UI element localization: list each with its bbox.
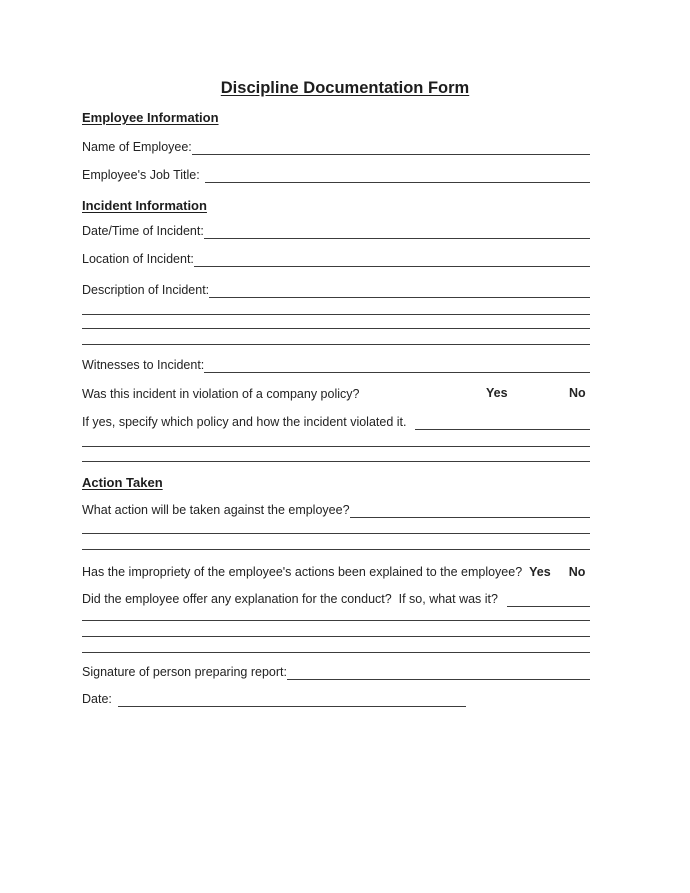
name-of-employee-label: Name of Employee:	[82, 140, 192, 154]
form-title: Discipline Documentation Form	[220, 79, 470, 97]
employee-information-heading: Employee Information	[82, 110, 219, 125]
datetime-of-incident-row	[82, 222, 590, 239]
witnesses-field[interactable]	[204, 358, 590, 373]
job-title-field[interactable]	[205, 168, 590, 183]
description-of-incident-row	[82, 281, 590, 298]
employee-explanation-question: Did the employee offer any explanation for the conduct? If so, what was it?	[82, 592, 498, 606]
description-of-incident-label: Description of Incident:	[82, 283, 210, 297]
job-title-label: Employee's Job Title:	[82, 168, 200, 182]
employee-explanation-row	[82, 590, 590, 607]
explanation-continuation-line[interactable]	[82, 620, 590, 621]
policy-specify-row	[82, 413, 590, 430]
action-continuation-line[interactable]	[82, 549, 590, 550]
name-of-employee-row	[82, 138, 590, 155]
datetime-of-incident-field[interactable]	[204, 224, 590, 239]
location-of-incident-label: Location of Incident:	[82, 252, 194, 266]
explained-no-option[interactable]: No	[568, 565, 586, 579]
datetime-of-incident-label: Date/Time of Incident:	[82, 224, 204, 238]
explanation-continuation-line[interactable]	[82, 636, 590, 637]
policy-specify-field[interactable]	[415, 415, 590, 430]
impropriety-explained-question: Has the impropriety of the employee's actions been explained to the employee?	[82, 565, 523, 579]
policy-yes-option[interactable]: Yes	[486, 386, 508, 400]
action-taken-heading: Action Taken	[82, 475, 163, 490]
signature-label: Signature of person preparing report:	[82, 665, 287, 679]
action-question-row	[82, 501, 590, 518]
location-of-incident-field[interactable]	[194, 252, 590, 267]
policy-violation-row	[82, 385, 590, 402]
witnesses-row	[82, 356, 590, 373]
action-question-field[interactable]	[350, 503, 590, 518]
description-continuation-line[interactable]	[82, 328, 590, 329]
signature-row	[82, 663, 590, 680]
policy-specify-label: If yes, specify which policy and how the incident violated it.	[82, 415, 407, 429]
signature-field[interactable]	[287, 665, 590, 680]
date-label: Date:	[82, 692, 112, 706]
policy-specify-continuation-line[interactable]	[82, 446, 590, 447]
policy-specify-continuation-line[interactable]	[82, 461, 590, 462]
policy-violation-question: Was this incident in violation of a company policy?	[82, 387, 360, 401]
date-field[interactable]	[118, 692, 466, 707]
action-question-label: What action will be taken against the employee?	[82, 503, 350, 517]
description-continuation-line[interactable]	[82, 344, 590, 345]
action-continuation-line[interactable]	[82, 533, 590, 534]
policy-no-option[interactable]: No	[569, 386, 586, 400]
job-title-row	[82, 166, 590, 183]
description-continuation-line[interactable]	[82, 314, 590, 315]
description-of-incident-field[interactable]	[209, 283, 590, 298]
date-row	[82, 690, 590, 707]
explanation-continuation-line[interactable]	[82, 652, 590, 653]
incident-information-heading: Incident Information	[82, 198, 207, 213]
witnesses-label: Witnesses to Incident:	[82, 358, 205, 372]
explained-yes-option[interactable]: Yes	[529, 565, 551, 579]
employee-explanation-field[interactable]	[507, 592, 590, 607]
name-of-employee-field[interactable]	[192, 140, 590, 155]
location-of-incident-row	[82, 250, 590, 267]
impropriety-explained-row	[82, 563, 590, 580]
